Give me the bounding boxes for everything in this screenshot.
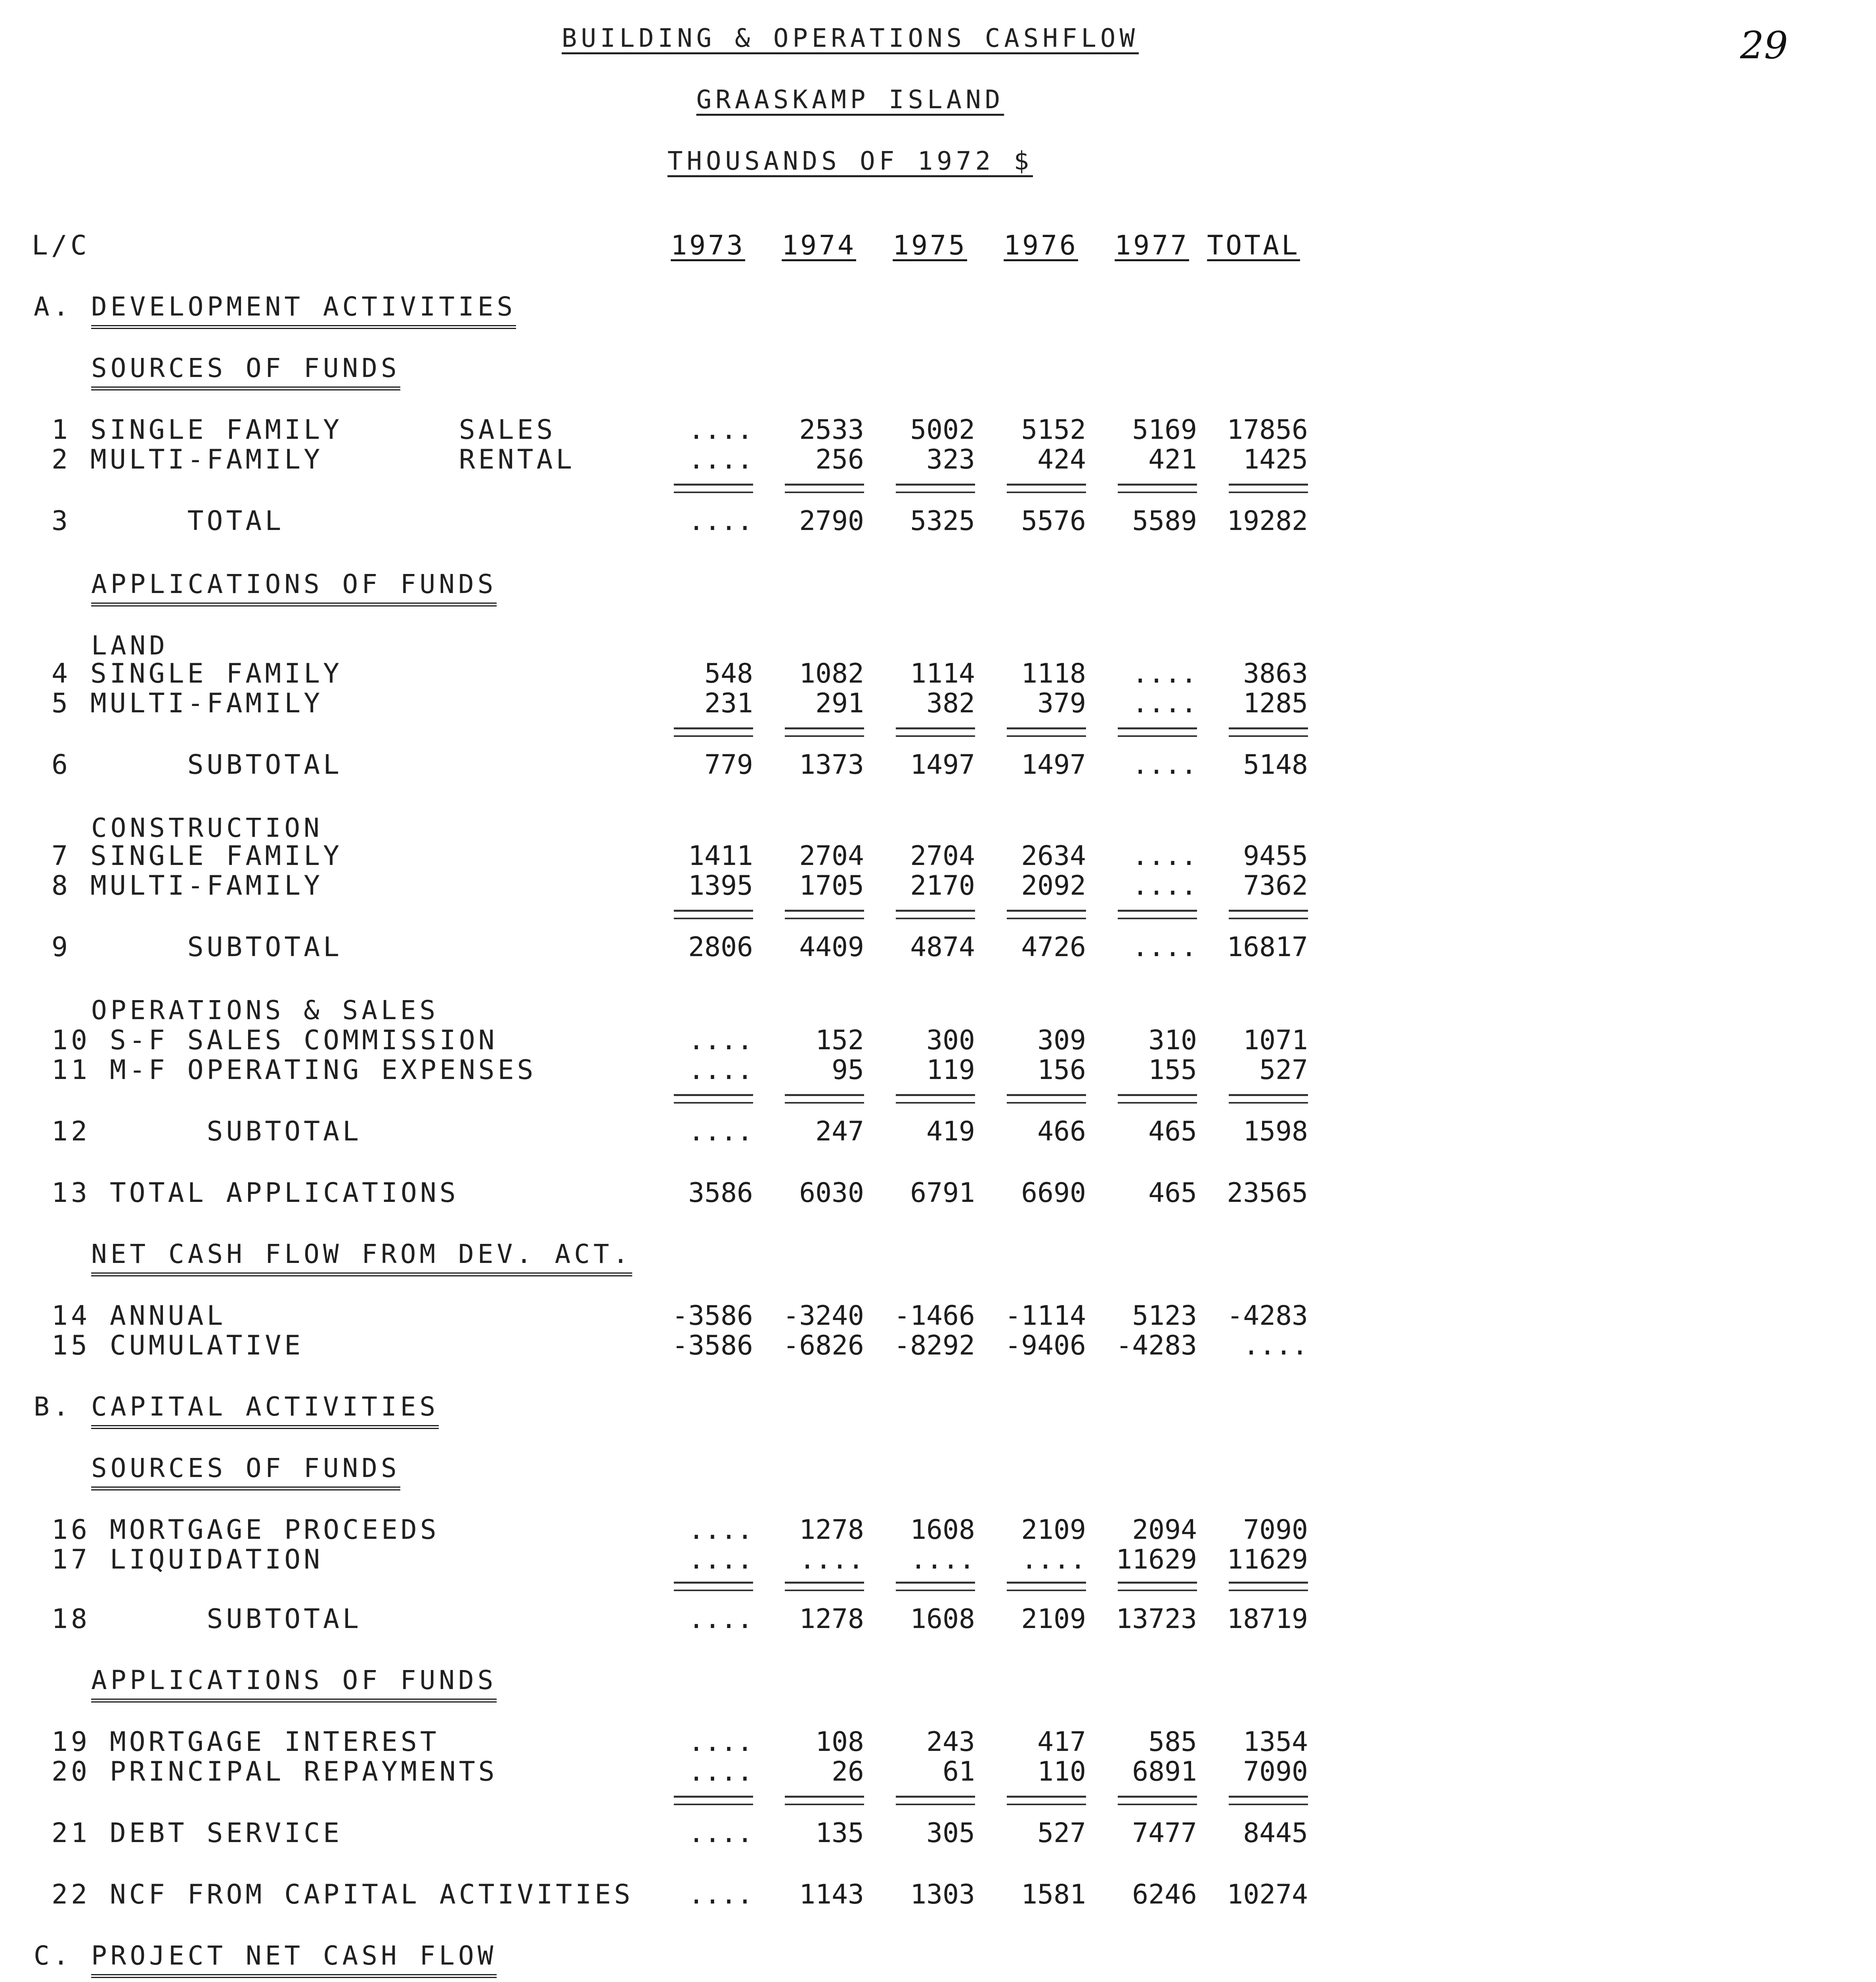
construction-heading: CONSTRUCTION — [91, 813, 323, 843]
table-row — [0, 1300, 1876, 1332]
cell-value: 119 — [926, 1054, 975, 1086]
cell-value: 382 — [926, 688, 975, 719]
section-a-applications: APPLICATIONS OF FUNDS — [91, 569, 497, 599]
net-cash-dev-heading: NET CASH FLOW FROM DEV. ACT. — [91, 1239, 632, 1269]
year-total: TOTAL — [1207, 230, 1300, 261]
column-rule — [1118, 727, 1197, 729]
column-rule — [1118, 1582, 1197, 1584]
cell-value: 155 — [1148, 1054, 1197, 1086]
column-rule — [896, 1804, 975, 1805]
row-label: 7 SINGLE FAMILY — [52, 840, 343, 872]
cell-value: 135 — [815, 1817, 864, 1849]
column-rule — [896, 492, 975, 493]
column-rule — [785, 1582, 864, 1584]
cell-value: 231 — [704, 688, 753, 719]
column-rule — [1229, 910, 1308, 912]
cell-value: .... — [910, 1544, 975, 1575]
column-rule — [1007, 1094, 1086, 1096]
row-label: 14 ANNUAL — [52, 1300, 226, 1332]
cell-value: .... — [688, 1025, 753, 1056]
year-1973: 1973 — [671, 230, 745, 261]
row-label: 22 NCF FROM CAPITAL ACTIVITIES — [52, 1879, 634, 1910]
section-a-sources: SOURCES OF FUNDS — [91, 353, 400, 383]
column-rule — [1229, 1590, 1308, 1591]
column-rule — [896, 484, 975, 486]
cell-value: 5576 — [1021, 505, 1086, 537]
cell-value: -6826 — [783, 1330, 864, 1361]
cell-value: .... — [688, 1756, 753, 1787]
cell-value: 110 — [1037, 1756, 1086, 1787]
column-rule — [1229, 918, 1308, 919]
cell-value: .... — [1132, 658, 1197, 689]
column-rule — [1118, 910, 1197, 912]
cell-value: 5002 — [910, 414, 975, 446]
table-row — [0, 414, 1876, 446]
row-label: 13 TOTAL APPLICATIONS — [52, 1177, 459, 1209]
cell-value: 2790 — [799, 505, 864, 537]
cell-value: 1411 — [688, 840, 753, 872]
column-rule — [1007, 918, 1086, 919]
row-label: 1 SINGLE FAMILY SALES — [52, 414, 556, 446]
cell-value: 527 — [1037, 1817, 1086, 1849]
column-rule — [674, 727, 753, 729]
cell-value: 1354 — [1243, 1726, 1308, 1758]
column-rule — [785, 735, 864, 737]
cell-value: 1373 — [799, 749, 864, 781]
cell-value: .... — [1132, 932, 1197, 963]
row-label: 21 DEBT SERVICE — [52, 1817, 343, 1849]
column-rule — [785, 1590, 864, 1591]
table-row — [0, 1817, 1876, 1849]
column-rule — [896, 735, 975, 737]
column-rule — [896, 727, 975, 729]
document-title: BUILDING & OPERATIONS CASHFLOW — [562, 24, 1139, 53]
cell-value: 11629 — [1227, 1544, 1308, 1575]
cell-value: 8445 — [1243, 1817, 1308, 1849]
cell-value: 7090 — [1243, 1756, 1308, 1787]
cell-value: -9406 — [1005, 1330, 1086, 1361]
cell-value: 10274 — [1227, 1879, 1308, 1910]
cell-value: 1071 — [1243, 1025, 1308, 1056]
cell-value: 291 — [815, 688, 864, 719]
column-rule — [674, 910, 753, 912]
row-label: 10 S-F SALES COMMISSION — [52, 1025, 498, 1056]
column-rule — [674, 1796, 753, 1798]
cell-value: 7477 — [1132, 1817, 1197, 1849]
year-1976: 1976 — [1004, 230, 1078, 261]
section-b-letter: B. — [34, 1391, 73, 1422]
section-a-letter: A. — [34, 291, 73, 322]
row-label: 8 MULTI-FAMILY — [52, 870, 323, 901]
row-label: 9 SUBTOTAL — [52, 932, 343, 963]
table-row — [0, 1544, 1876, 1576]
cell-value: 247 — [815, 1116, 864, 1147]
row-label: 4 SINGLE FAMILY — [52, 658, 343, 689]
cell-value: .... — [688, 1879, 753, 1910]
column-rule — [674, 1094, 753, 1096]
cell-value: 1303 — [910, 1879, 975, 1910]
row-label: 11 M-F OPERATING EXPENSES — [52, 1054, 537, 1086]
table-row — [0, 749, 1876, 781]
cell-value: 11629 — [1116, 1544, 1197, 1575]
column-rule — [1007, 492, 1086, 493]
cell-value: 108 — [815, 1726, 864, 1758]
cell-value: .... — [799, 1544, 864, 1575]
column-rule — [896, 918, 975, 919]
column-rule — [1118, 1590, 1197, 1591]
cell-value: 1598 — [1243, 1116, 1308, 1147]
year-1977: 1977 — [1115, 230, 1189, 261]
cell-value: 2806 — [688, 932, 753, 963]
cell-value: -4283 — [1116, 1330, 1197, 1361]
cell-value: 2109 — [1021, 1603, 1086, 1635]
cell-value: .... — [688, 1514, 753, 1546]
cell-value: 2109 — [1021, 1514, 1086, 1546]
cell-value: 585 — [1148, 1726, 1197, 1758]
column-rule — [785, 727, 864, 729]
cell-value: 1608 — [910, 1514, 975, 1546]
column-rule — [896, 910, 975, 912]
cell-value: -4283 — [1227, 1300, 1308, 1332]
cell-value: .... — [1132, 688, 1197, 719]
cell-value: 13723 — [1116, 1603, 1197, 1635]
cell-value: -1114 — [1005, 1300, 1086, 1332]
lc-label: L/C — [32, 230, 90, 261]
column-rule — [674, 735, 753, 737]
cell-value: .... — [688, 1603, 753, 1635]
cell-value: 256 — [815, 444, 864, 475]
row-label: 2 MULTI-FAMILY RENTAL — [52, 444, 576, 475]
table-row — [0, 505, 1876, 537]
cell-value: 23565 — [1227, 1177, 1308, 1209]
section-b-sources: SOURCES OF FUNDS — [91, 1453, 400, 1483]
column-rule — [1229, 1796, 1308, 1798]
row-label: 6 SUBTOTAL — [52, 749, 343, 781]
cell-value: -1466 — [894, 1300, 975, 1332]
cell-value: 5152 — [1021, 414, 1086, 446]
cell-value: 779 — [704, 749, 753, 781]
column-rule — [896, 1102, 975, 1104]
cell-value: 419 — [926, 1116, 975, 1147]
column-rule — [1229, 484, 1308, 486]
column-rule — [1118, 484, 1197, 486]
table-row — [0, 1726, 1876, 1758]
cell-value: 2094 — [1132, 1514, 1197, 1546]
cell-value: .... — [1243, 1330, 1308, 1361]
column-rule — [1007, 910, 1086, 912]
column-rule — [785, 1094, 864, 1096]
column-rule — [1229, 1582, 1308, 1584]
column-rule — [1229, 1804, 1308, 1805]
column-rule — [896, 1582, 975, 1584]
cell-value: 95 — [832, 1054, 864, 1086]
cell-value: 1497 — [910, 749, 975, 781]
column-rule — [1229, 1094, 1308, 1096]
cell-value: 1278 — [799, 1603, 864, 1635]
section-c-letter: C. — [34, 1940, 73, 1971]
cell-value: 4726 — [1021, 932, 1086, 963]
column-rule — [1118, 1102, 1197, 1104]
cell-value: 3863 — [1243, 658, 1308, 689]
row-label: 3 TOTAL — [52, 505, 285, 537]
section-a-title: DEVELOPMENT ACTIVITIES — [91, 291, 516, 322]
table-row — [0, 932, 1876, 963]
document-subtitle: GRAASKAMP ISLAND — [696, 85, 1004, 115]
table-row — [0, 1603, 1876, 1635]
column-rule — [785, 918, 864, 919]
table-row — [0, 1177, 1876, 1209]
column-rule — [896, 1590, 975, 1591]
cell-value: 2704 — [799, 840, 864, 872]
column-rule — [785, 1102, 864, 1104]
cell-value: 1395 — [688, 870, 753, 901]
column-rule — [674, 484, 753, 486]
ops-sales-heading: OPERATIONS & SALES — [91, 995, 439, 1025]
cell-value: 2634 — [1021, 840, 1086, 872]
cell-value: 1608 — [910, 1603, 975, 1635]
cell-value: 7090 — [1243, 1514, 1308, 1546]
cell-value: 7362 — [1243, 870, 1308, 901]
cell-value: 1425 — [1243, 444, 1308, 475]
cell-value: -3586 — [672, 1300, 753, 1332]
cell-value: 2092 — [1021, 870, 1086, 901]
column-rule — [1007, 1102, 1086, 1104]
table-row — [0, 1330, 1876, 1362]
column-rule — [1118, 918, 1197, 919]
cell-value: 417 — [1037, 1726, 1086, 1758]
cell-value: 1082 — [799, 658, 864, 689]
column-rule — [1007, 1590, 1086, 1591]
column-rule — [1118, 492, 1197, 493]
cell-value: 465 — [1148, 1177, 1197, 1209]
column-rule — [1007, 735, 1086, 737]
cell-value: 1114 — [910, 658, 975, 689]
column-rule — [785, 910, 864, 912]
column-rule — [1007, 1796, 1086, 1798]
cell-value: 548 — [704, 658, 753, 689]
cell-value: 16817 — [1227, 932, 1308, 963]
cell-value: 309 — [1037, 1025, 1086, 1056]
column-rule — [896, 1796, 975, 1798]
cell-value: 6791 — [910, 1177, 975, 1209]
cell-value: 421 — [1148, 444, 1197, 475]
cell-value: 5123 — [1132, 1300, 1197, 1332]
cell-value: 1497 — [1021, 749, 1086, 781]
column-rule — [674, 1804, 753, 1805]
column-rule — [1118, 1094, 1197, 1096]
column-rule — [1007, 727, 1086, 729]
cell-value: .... — [688, 414, 753, 446]
column-rule — [1229, 735, 1308, 737]
cell-value: .... — [1021, 1544, 1086, 1575]
cell-value: 465 — [1148, 1116, 1197, 1147]
column-rule — [674, 1590, 753, 1591]
table-row — [0, 1514, 1876, 1546]
cell-value: 3586 — [688, 1177, 753, 1209]
cell-value: 466 — [1037, 1116, 1086, 1147]
column-header-row — [0, 230, 1876, 262]
cell-value: .... — [688, 1544, 753, 1575]
cell-value: .... — [1132, 840, 1197, 872]
table-row — [0, 658, 1876, 690]
cell-value: 379 — [1037, 688, 1086, 719]
section-b-applications: APPLICATIONS OF FUNDS — [91, 1665, 497, 1695]
cell-value: 4409 — [799, 932, 864, 963]
cell-value: .... — [688, 1054, 753, 1086]
cell-value: 1705 — [799, 870, 864, 901]
row-label: 17 LIQUIDATION — [52, 1544, 323, 1575]
row-label: 12 SUBTOTAL — [52, 1116, 362, 1147]
cell-value: 4874 — [910, 932, 975, 963]
handwritten-page-mark: 29 — [1740, 24, 1788, 67]
column-rule — [785, 1796, 864, 1798]
column-rule — [785, 1804, 864, 1805]
column-rule — [785, 484, 864, 486]
year-1975: 1975 — [893, 230, 967, 261]
column-rule — [674, 1582, 753, 1584]
table-row — [0, 870, 1876, 902]
cell-value: 243 — [926, 1726, 975, 1758]
cell-value: .... — [688, 444, 753, 475]
cell-value: 18719 — [1227, 1603, 1308, 1635]
table-row — [0, 688, 1876, 719]
table-row — [0, 1756, 1876, 1788]
cell-value: 1118 — [1021, 658, 1086, 689]
table-row — [0, 444, 1876, 476]
column-rule — [1118, 1796, 1197, 1798]
column-rule — [1229, 1102, 1308, 1104]
cell-value: 5169 — [1132, 414, 1197, 446]
cell-value: 2533 — [799, 414, 864, 446]
column-rule — [785, 492, 864, 493]
cell-value: 2704 — [910, 840, 975, 872]
row-label: 15 CUMULATIVE — [52, 1330, 304, 1361]
cell-value: 5325 — [910, 505, 975, 537]
document-units: THOUSANDS OF 1972 $ — [667, 147, 1033, 176]
column-rule — [896, 1094, 975, 1096]
cell-value: .... — [688, 505, 753, 537]
row-label: 20 PRINCIPAL REPAYMENTS — [52, 1756, 498, 1787]
cell-value: .... — [688, 1817, 753, 1849]
cell-value: 323 — [926, 444, 975, 475]
column-rule — [1229, 727, 1308, 729]
column-rule — [1118, 735, 1197, 737]
cell-value: 424 — [1037, 444, 1086, 475]
column-rule — [674, 918, 753, 919]
cell-value: 305 — [926, 1817, 975, 1849]
column-rule — [1007, 484, 1086, 486]
column-rule — [674, 492, 753, 493]
cell-value: 1143 — [799, 1879, 864, 1910]
cell-value: 6246 — [1132, 1879, 1197, 1910]
cell-value: .... — [1132, 749, 1197, 781]
table-row — [0, 1054, 1876, 1086]
cell-value: .... — [1132, 870, 1197, 901]
column-rule — [1229, 492, 1308, 493]
cell-value: 310 — [1148, 1025, 1197, 1056]
cell-value: 1581 — [1021, 1879, 1086, 1910]
cell-value: 17856 — [1227, 414, 1308, 446]
cell-value: 6891 — [1132, 1756, 1197, 1787]
cell-value: 6030 — [799, 1177, 864, 1209]
row-label: 18 SUBTOTAL — [52, 1603, 362, 1635]
column-rule — [1007, 1582, 1086, 1584]
cell-value: 19282 — [1227, 505, 1308, 537]
cell-value: 5148 — [1243, 749, 1308, 781]
cell-value: -8292 — [894, 1330, 975, 1361]
cell-value: 156 — [1037, 1054, 1086, 1086]
cell-value: 26 — [832, 1756, 864, 1787]
table-row — [0, 1116, 1876, 1148]
cell-value: 1285 — [1243, 688, 1308, 719]
row-label: 19 MORTGAGE INTEREST — [52, 1726, 440, 1758]
table-row — [0, 1025, 1876, 1056]
cell-value: 527 — [1259, 1054, 1308, 1086]
row-label: 16 MORTGAGE PROCEEDS — [52, 1514, 440, 1546]
cell-value: -3240 — [783, 1300, 864, 1332]
column-rule — [1118, 1804, 1197, 1805]
table-row — [0, 840, 1876, 872]
section-c-title: PROJECT NET CASH FLOW — [91, 1940, 497, 1971]
column-rule — [674, 1102, 753, 1104]
cell-value: .... — [688, 1726, 753, 1758]
cell-value: 6690 — [1021, 1177, 1086, 1209]
column-rule — [1007, 1804, 1086, 1805]
cell-value: 5589 — [1132, 505, 1197, 537]
cell-value: 2170 — [910, 870, 975, 901]
section-b-title: CAPITAL ACTIVITIES — [91, 1391, 439, 1422]
land-heading: LAND — [91, 630, 168, 661]
row-label: 5 MULTI-FAMILY — [52, 688, 323, 719]
cell-value: 300 — [926, 1025, 975, 1056]
cell-value: 9455 — [1243, 840, 1308, 872]
cell-value: 61 — [943, 1756, 975, 1787]
cell-value: .... — [688, 1116, 753, 1147]
year-1974: 1974 — [782, 230, 856, 261]
table-row — [0, 1879, 1876, 1911]
cell-value: 1278 — [799, 1514, 864, 1546]
cell-value: 152 — [815, 1025, 864, 1056]
cell-value: -3586 — [672, 1330, 753, 1361]
